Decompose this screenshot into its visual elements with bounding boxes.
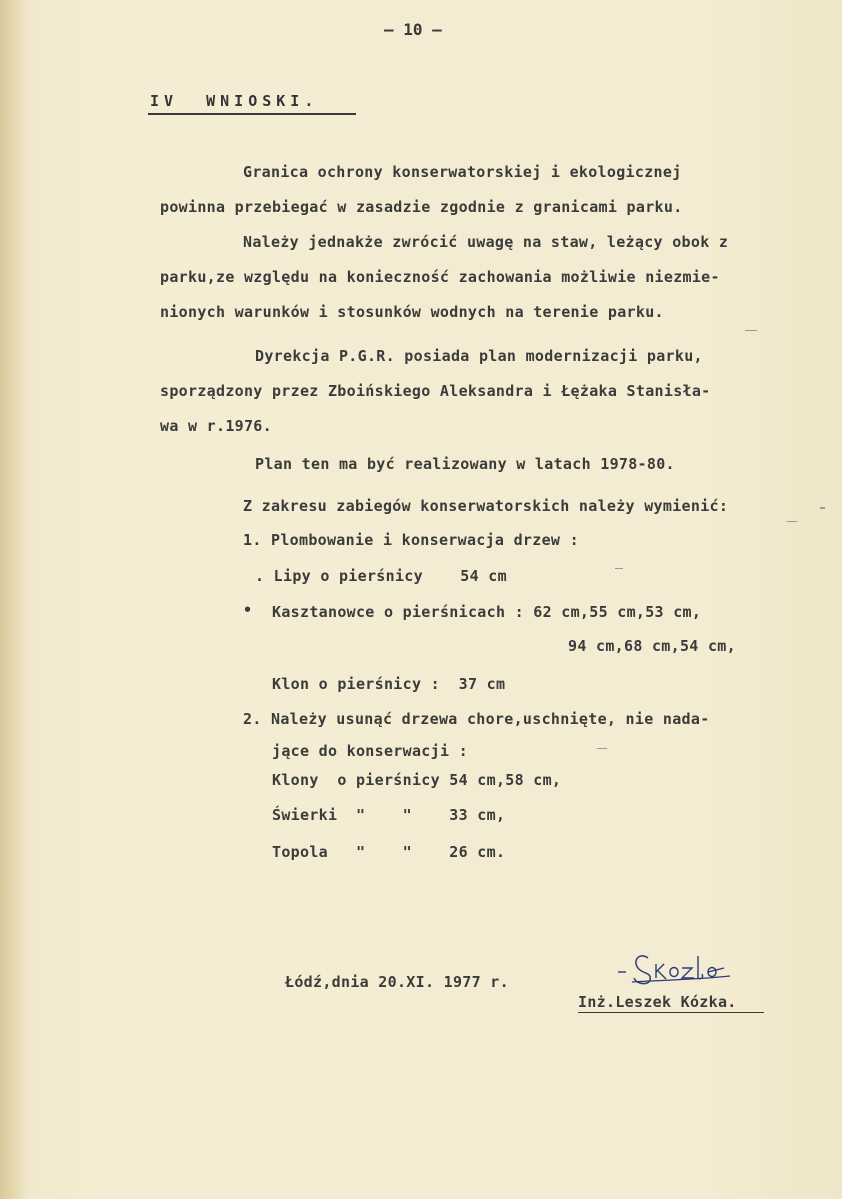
list-entry: Klony o pierśnicy 54 cm,58 cm, xyxy=(272,771,562,789)
scan-mark xyxy=(597,748,607,749)
signatory-name: Inż.Leszek Kózka. xyxy=(578,993,737,1011)
paragraph-line: Z zakresu zabiegów konserwatorskich należy wymienić: xyxy=(243,497,729,515)
list-item-title: jące do konserwacji : xyxy=(272,742,468,760)
paragraph-line: wa w r.1976. xyxy=(160,417,272,435)
paragraph-line: Dyrekcja P.G.R. posiada plan modernizacji parku, xyxy=(255,347,703,365)
scan-mark xyxy=(820,507,825,509)
scan-mark xyxy=(615,568,623,569)
list-entry: Świerki " " 33 cm, xyxy=(272,806,506,824)
scan-mark xyxy=(787,521,797,522)
list-item-title: 1. Plombowanie i konserwacja drzew : xyxy=(243,531,579,549)
list-entry: . Lipy o pierśnicy 54 cm xyxy=(255,567,507,585)
list-item-title: 2. Należy usunąć drzewa chore,uschnięte, nie nada- xyxy=(243,710,710,728)
page-number: — 10 — xyxy=(384,20,442,39)
paragraph-line: powinna przebiegać w zasadzie zgodnie z granicami parku. xyxy=(160,198,683,216)
paragraph-line: sporządzony przez Zboińskiego Aleksandra i Łężaka Stanisła- xyxy=(160,382,711,400)
paragraph-line: nionych warunków i stosunków wodnych na terenie parku. xyxy=(160,303,664,321)
paragraph-line: Granica ochrony konserwatorskiej i ekologicznej xyxy=(243,163,682,181)
section-heading: IV WNIOSKI. xyxy=(150,92,319,110)
list-entry: Topola " " 26 cm. xyxy=(272,843,506,861)
signature-underline xyxy=(578,1012,764,1013)
binding-edge xyxy=(0,0,26,1199)
paragraph-line: Plan ten ma być realizowany w latach 1978-80. xyxy=(255,455,675,473)
paragraph-line: Należy jednakże zwrócić uwagę na staw, leżący obok z xyxy=(243,233,729,251)
handwritten-signature xyxy=(612,942,742,992)
list-entry: Klon o pierśnicy : 37 cm xyxy=(272,675,506,693)
list-entry: Kasztanowce o pierśnicach : 62 cm,55 cm,53 cm, xyxy=(272,603,702,621)
place-date: Łódź,dnia 20.XI. 1977 r. xyxy=(285,973,509,991)
paragraph-line: parku,ze względu na konieczność zachowania możliwie niezmie- xyxy=(160,268,720,286)
list-bullet: • xyxy=(243,601,253,619)
heading-underline xyxy=(148,113,356,115)
scan-mark xyxy=(745,330,757,331)
list-entry: 94 cm,68 cm,54 cm, xyxy=(568,637,736,655)
